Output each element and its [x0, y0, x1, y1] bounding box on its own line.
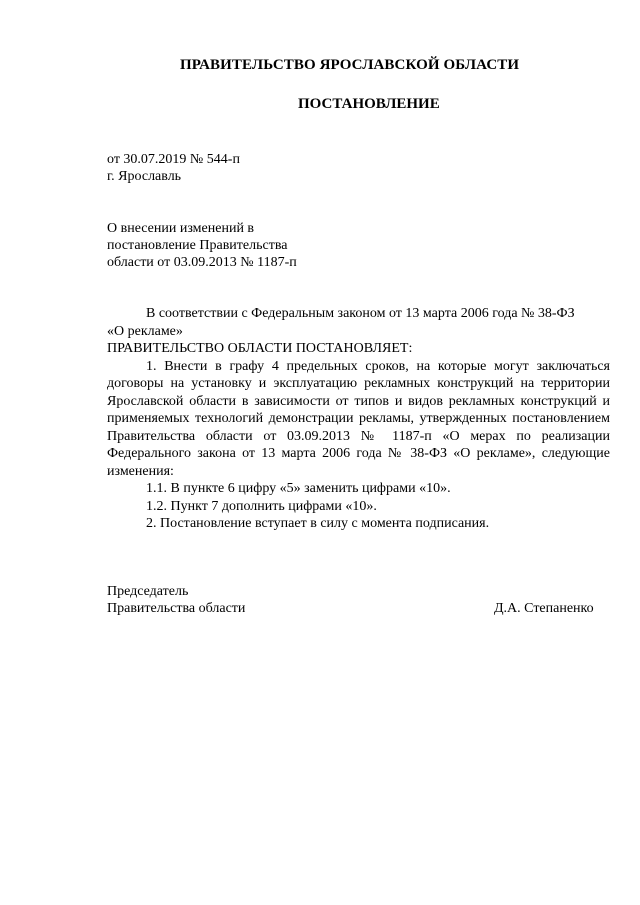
government-title: ПРАВИТЕЛЬСТВО ЯРОСЛАВСКОЙ ОБЛАСТИ — [180, 57, 520, 73]
signature-title — [107, 583, 245, 617]
item-1: 1. Внести в графу 4 предельных сроков, на которые могут заключаться договоры на установку и эксплуатацию рекламных конструкций на территории Ярославской области в зависимости от типов и видов рекламных конструкций и применяемых технологий демонстрации рекламы, утвержденных постановлением Правительства области от 03.09.2013 № 1187-п «О мерах по реализации Федерального закона от 13 марта 2006 года № 38-ФЗ «О рекламе», следующие изменения: — [107, 358, 610, 479]
preamble-line-2: «О рекламе» — [107, 323, 183, 339]
signature-title-line-1: Председатель — [107, 584, 189, 599]
document-type-heading: ПОСТАНОВЛЕНИЕ — [298, 96, 440, 112]
subject-line-1: О внесении изменений в — [107, 221, 255, 236]
city: г. Ярославль — [107, 169, 182, 184]
item-1-1: 1.1. В пункте 6 цифру «5» заменить цифрами «10». — [146, 481, 451, 496]
signature-name: Д.А. Степаненко — [494, 601, 594, 616]
signature-title-line-2: Правительства области — [107, 601, 246, 616]
resolves-heading: ПРАВИТЕЛЬСТВО ОБЛАСТИ ПОСТАНОВЛЯЕТ: — [107, 341, 413, 356]
item-2: 2. Постановление вступает в силу с момента подписания. — [146, 516, 490, 531]
subject-line-3: области от 03.09.2013 № 1187-п — [107, 255, 297, 270]
item-1-2: 1.2. Пункт 7 дополнить цифрами «10». — [146, 498, 377, 514]
subject-line-2: постановление Правительства — [107, 238, 288, 253]
preamble-line-1: В соответствии с Федеральным законом от 13 марта 2006 года № 38-ФЗ — [146, 306, 575, 321]
document-body — [107, 305, 610, 533]
date-number: от 30.07.2019 № 544-п — [107, 152, 240, 167]
